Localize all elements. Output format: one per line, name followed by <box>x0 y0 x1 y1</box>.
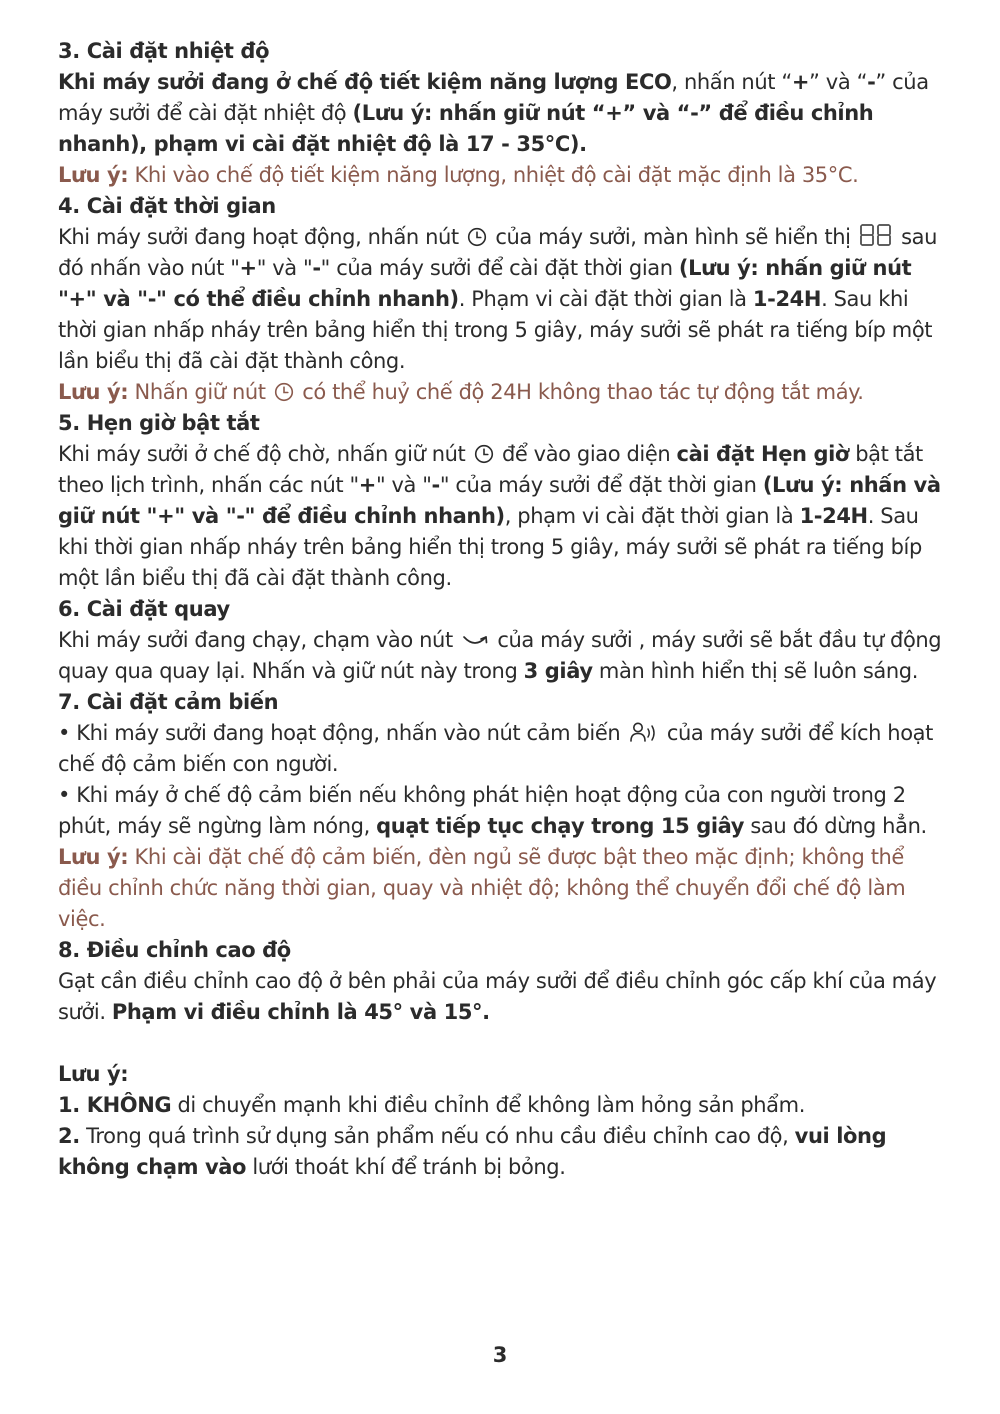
clock-icon <box>474 444 494 464</box>
eco-mode-text: Khi máy sưởi đang ở chế độ tiết kiệm năng lượng ECO <box>58 70 672 94</box>
section-7-title: 7. Cài đặt cảm biến <box>58 690 279 714</box>
section-3-title: 3. Cài đặt nhiệt độ <box>58 39 270 63</box>
section-4-title: 4. Cài đặt thời gian <box>58 194 276 218</box>
section-4-note: Lưu ý: Nhấn giữ nút có thể huỷ chế độ 24H không thao tác tự động tắt máy. <box>58 380 864 404</box>
section-6-body: Khi máy sưởi đang chạy, chạm vào nút của máy sưởi , máy sưởi sẽ bắt đầu tự động quay qua quay lại. Nhấn và giữ nút này trong 3 giây màn hình hiển thị sẽ luôn sáng. <box>58 628 942 683</box>
rotate-arrow-icon <box>461 632 489 650</box>
page-number: 3 <box>492 1343 508 1367</box>
sensor-person-icon <box>629 721 659 743</box>
section-3-note: Lưu ý: Khi vào chế độ tiết kiệm năng lượng, nhiệt độ cài đặt mặc định là 35°C. <box>58 163 859 187</box>
section-3-body: Khi máy sưởi đang ở chế độ tiết kiệm năng lượng ECO, nhấn nút “+” và “-” của máy sưởi để cài đặt nhiệt độ (Lưu ý: nhấn giữ nút “+” và “-” để điều chỉnh nhanh), phạm vi cài đặt nhiệt độ là 17 - 35°C). <box>58 70 929 156</box>
section-7-bullet-1: • Khi máy sưởi đang hoạt động, nhấn vào nút cảm biến của máy sưởi để kích hoạt chế độ cảm biến con người. <box>58 721 933 776</box>
section-8-title: 8. Điều chỉnh cao độ <box>58 938 291 962</box>
segment-display-88-icon <box>859 223 893 247</box>
note-item-1: 1. KHÔNG di chuyển mạnh khi điều chỉnh để không làm hỏng sản phẩm. <box>58 1093 805 1117</box>
section-5-body: Khi máy sưởi ở chế độ chờ, nhấn giữ nút để vào giao diện cài đặt Hẹn giờ bật tắt theo lịch trình, nhấn các nút "+" và "-" của máy sưởi để đặt thời gian (Lưu ý: nhấn và giữ nút "+" và "-" để điều chỉnh nhanh), phạm vi cài đặt thời gian là 1-24H. Sau khi thời gian nhấp nháy trên bảng hiển thị trong 5 giây, máy sưởi sẽ phát ra tiếng bíp một lần biểu thị đã cài đặt thành công. <box>58 442 941 590</box>
section-4-body: Khi máy sưởi đang hoạt động, nhấn nút của máy sưởi, màn hình sẽ hiển thị sau đó nhấn vào nút "+" và "-" của máy sưởi để cài đặt thời gian (Lưu ý: nhấn giữ nút "+" và "-" có thể điều chỉnh nhanh). Phạm vi cài đặt thời gian là 1-24H. Sau khi thời gian nhấp nháy trên bảng hiển thị trong 5 giây, máy sưởi sẽ phát ra tiếng bíp một lần biểu thị đã cài đặt thành công. <box>58 225 938 373</box>
spacer <box>58 1028 950 1059</box>
section-8-body: Gạt cần điều chỉnh cao độ ở bên phải của máy sưởi để điều chỉnh góc cấp khí của máy sưởi. Phạm vi điều chỉnh là 45° và 15°. <box>58 969 937 1024</box>
section-7-note: Lưu ý: Khi cài đặt chế độ cảm biến, đèn ngủ sẽ được bật theo mặc định; không thể điều chỉnh chức năng thời gian, quay và nhiệt độ; không thể chuyển đổi chế độ làm việc. <box>58 845 906 931</box>
notes-title: Lưu ý: <box>58 1062 129 1086</box>
clock-icon <box>274 382 294 402</box>
section-5-title: 5. Hẹn giờ bật tắt <box>58 411 260 435</box>
note-item-2: 2. Trong quá trình sử dụng sản phẩm nếu có nhu cầu điều chỉnh cao độ, vui lòng không chạm vào lưới thoát khí để tránh bị bỏng. <box>58 1124 887 1179</box>
clock-icon <box>467 227 487 247</box>
section-7-bullet-2: • Khi máy ở chế độ cảm biến nếu không phát hiện hoạt động của con người trong 2 phút, máy sẽ ngừng làm nóng, quạt tiếp tục chạy trong 15 giây sau đó dừng hẳn. <box>58 783 927 838</box>
manual-content <box>58 36 950 1183</box>
section-6-title: 6. Cài đặt quay <box>58 597 230 621</box>
